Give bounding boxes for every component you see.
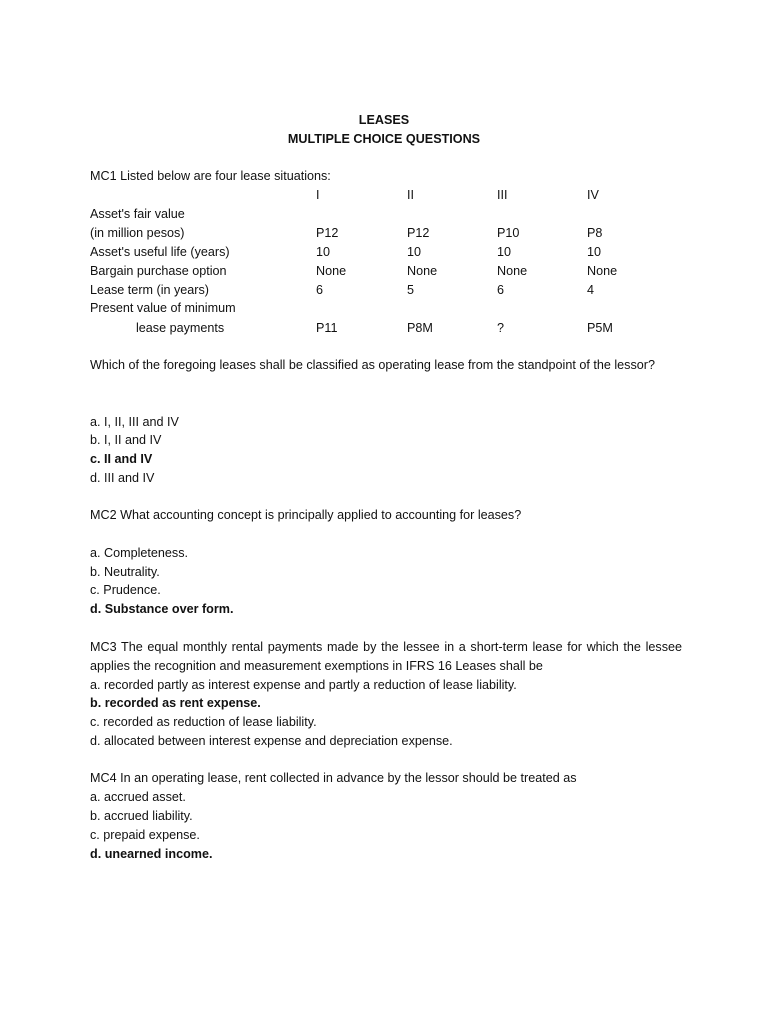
table-cell: P12 [316, 226, 339, 240]
mc3-choice-a: a. recorded partly as interest expense and partly a reduction of lease liability. [90, 678, 517, 692]
mc2-question: MC2 What accounting concept is principally applied to accounting for leases? [90, 508, 522, 522]
mc3-choice-b-answer: b. recorded as rent expense. [90, 696, 261, 710]
mc3-choice-d: d. allocated between interest expense and depreciation expense. [90, 734, 453, 748]
mc4-choice-a: a. accrued asset. [90, 790, 186, 804]
mc1-choice-a: a. I, II, III and IV [90, 415, 179, 429]
table-header-i: I [316, 188, 320, 202]
table-cell: P5M [587, 321, 613, 335]
mc2-choice-d-answer: d. Substance over form. [90, 602, 234, 616]
table-cell: 5 [407, 283, 415, 297]
table-cell: 10 [497, 245, 512, 259]
table-cell: P12 [407, 226, 430, 240]
table-cell: None [497, 264, 528, 278]
table-cell: 4 [587, 283, 595, 297]
mc1-choice-b: b. I, II and IV [90, 433, 162, 447]
mc4-choice-b: b. accrued liability. [90, 809, 193, 823]
mc1-choice-d: d. III and IV [90, 471, 155, 485]
mc1-question: Which of the foregoing leases shall be classified as operating lease from the standpoint of the lessor? [90, 358, 655, 372]
table-cell: None [316, 264, 347, 278]
table-row-label: Lease term (in years) [90, 283, 209, 297]
table-cell: P10 [497, 226, 520, 240]
table-cell: 6 [316, 283, 324, 297]
mc3-question: MC3 The equal monthly rental payments made by the lessee in a short-term lease for which the lessee applies the recognition and measurement exemptions in IFRS 16 Leases shall be [90, 640, 682, 673]
table-header-ii: II [407, 188, 414, 202]
table-cell: 6 [497, 283, 505, 297]
table-row-label: Asset's useful life (years) [90, 245, 230, 259]
mc2-choice-a: a. Completeness. [90, 546, 189, 560]
table-cell: None [587, 264, 618, 278]
mc4-question: MC4 In an operating lease, rent collected in advance by the lessor should be treated as [90, 771, 577, 785]
table-row-label: (in million pesos) [90, 226, 185, 240]
table-cell: P8 [587, 226, 603, 240]
table-row-label: Present value of minimum [90, 301, 236, 315]
mc4-choice-c: c. prepaid expense. [90, 828, 200, 842]
document-title: LEASES [358, 113, 410, 127]
table-cell: P11 [316, 321, 338, 335]
mc3-choice-c: c. recorded as reduction of lease liability. [90, 715, 317, 729]
table-cell: 10 [407, 245, 422, 259]
mc2-choice-b: b. Neutrality. [90, 565, 160, 579]
table-cell: ? [497, 321, 505, 335]
table-row-label: Asset's fair value [90, 207, 185, 221]
table-row-label: Bargain purchase option [90, 264, 227, 278]
mc2-choice-c: c. Prudence. [90, 583, 161, 597]
table-header-iv: IV [587, 188, 599, 202]
table-cell: None [407, 264, 438, 278]
mc1-intro: MC1 Listed below are four lease situations: [90, 169, 331, 183]
table-cell: P8M [407, 321, 433, 335]
mc1-choice-c-answer: c. II and IV [90, 452, 153, 466]
table-row-label: lease payments [136, 321, 225, 335]
table-cell: 10 [587, 245, 602, 259]
table-header-iii: III [497, 188, 508, 202]
document-subtitle: MULTIPLE CHOICE QUESTIONS [287, 132, 481, 146]
mc4-choice-d-answer: d. unearned income. [90, 847, 213, 861]
table-cell: 10 [316, 245, 331, 259]
